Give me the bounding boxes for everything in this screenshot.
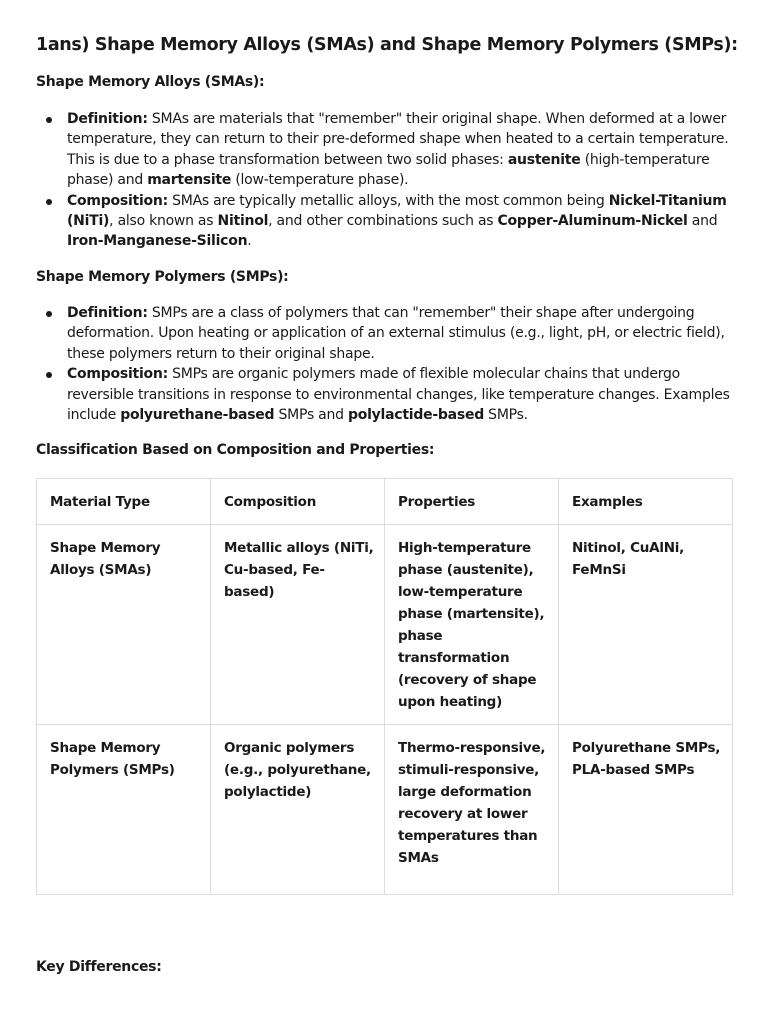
page-title: 1ans) Shape Memory Alloys (SMAs) and Shape Memory Polymers (SMPs): (36, 35, 738, 55)
header-composition: Composition (211, 479, 385, 525)
cell-examples: Nitinol, CuAlNi, FeMnSi (559, 525, 733, 725)
key-differences-heading: Key Differences: (36, 959, 162, 975)
term-niti: Nickel-Titanium (NiTi) (67, 192, 727, 230)
term-cu-al-ni: Copper-Aluminum-Nickel (497, 213, 688, 230)
definition-text: (high-temperature phase) and (67, 151, 710, 189)
composition-label: Composition: (67, 366, 168, 383)
header-material-type: Material Type (37, 479, 211, 525)
definition-label: Definition: (67, 111, 148, 127)
table-header-row (37, 479, 733, 525)
bullet-icon (46, 372, 52, 378)
sma-definition-item (30, 109, 735, 191)
sma-bullet-list (30, 109, 735, 252)
classification-heading: Classification Based on Composition and Properties: (36, 442, 435, 458)
table-row (37, 725, 733, 895)
header-examples: Examples (559, 479, 733, 525)
term-fe-mn-si: Iron-Manganese-Silicon (67, 233, 248, 250)
composition-text: SMPs and (274, 407, 348, 424)
cell-material-type: Shape Memory Alloys (SMAs) (37, 525, 211, 725)
composition-text: and (687, 213, 718, 230)
definition-text: (low-temperature phase). (231, 172, 409, 189)
composition-text: . (247, 233, 252, 250)
classification-table (36, 478, 733, 895)
composition-text: , also known as (109, 213, 218, 230)
composition-text: SMPs. (483, 407, 528, 424)
cell-composition: Metallic alloys (NiTi, Cu-based, Fe-based) (211, 525, 385, 725)
term-nitinol: Nitinol (217, 213, 269, 230)
composition-text: SMAs are typically metallic alloys, with the most common being (167, 192, 609, 209)
bullet-icon (46, 117, 52, 123)
cell-properties: High-temperature phase (austenite), low-temperature phase (martensite), phase transformation (recovery of shape upon heating) (385, 525, 559, 725)
bullet-icon (46, 199, 52, 205)
cell-material-type: Shape Memory Polymers (SMPs) (37, 725, 211, 895)
smp-definition-item (30, 303, 735, 364)
definition-text: SMAs are materials that "remember" their original shape. When deformed at a lower temperature, they can return to their pre-deformed shape when heated to a certain temperature. This is due to a phase transformation between two solid phases: (67, 111, 729, 168)
term-polyurethane-based: polyurethane-based (120, 407, 275, 424)
table-row (37, 525, 733, 725)
definition-text: SMPs are a class of polymers that can "remember" their shape after undergoing deformation. Upon heating or application of an external stimulus (e.g., light, pH, or electric field), these polymers return to their original shape. (67, 305, 725, 362)
composition-text: SMPs are organic polymers made of flexible molecular chains that undergo reversible transitions in response to environmental changes, like temperature changes. Examples include (67, 366, 730, 424)
smp-bullet-list (30, 303, 735, 425)
smp-heading: Shape Memory Polymers (SMPs): (36, 269, 289, 285)
term-austenite: austenite (507, 151, 581, 168)
definition-label: Definition: (67, 305, 148, 321)
sma-heading: Shape Memory Alloys (SMAs): (36, 74, 265, 90)
header-properties: Properties (385, 479, 559, 525)
term-polylactide-based: polylactide-based (347, 407, 484, 424)
composition-label: Composition: (67, 192, 168, 209)
cell-examples: Polyurethane SMPs, PLA-based SMPs (559, 725, 733, 895)
term-martensite: martensite (147, 172, 232, 189)
smp-composition-item (30, 364, 735, 425)
cell-properties: Thermo-responsive, stimuli-responsive, large deformation recovery at lower temperatures than SMAs (385, 725, 559, 895)
bullet-icon (46, 311, 52, 317)
sma-composition-item (30, 191, 735, 252)
cell-composition: Organic polymers (e.g., polyurethane, polylactide) (211, 725, 385, 895)
composition-text: , and other combinations such as (268, 213, 498, 230)
